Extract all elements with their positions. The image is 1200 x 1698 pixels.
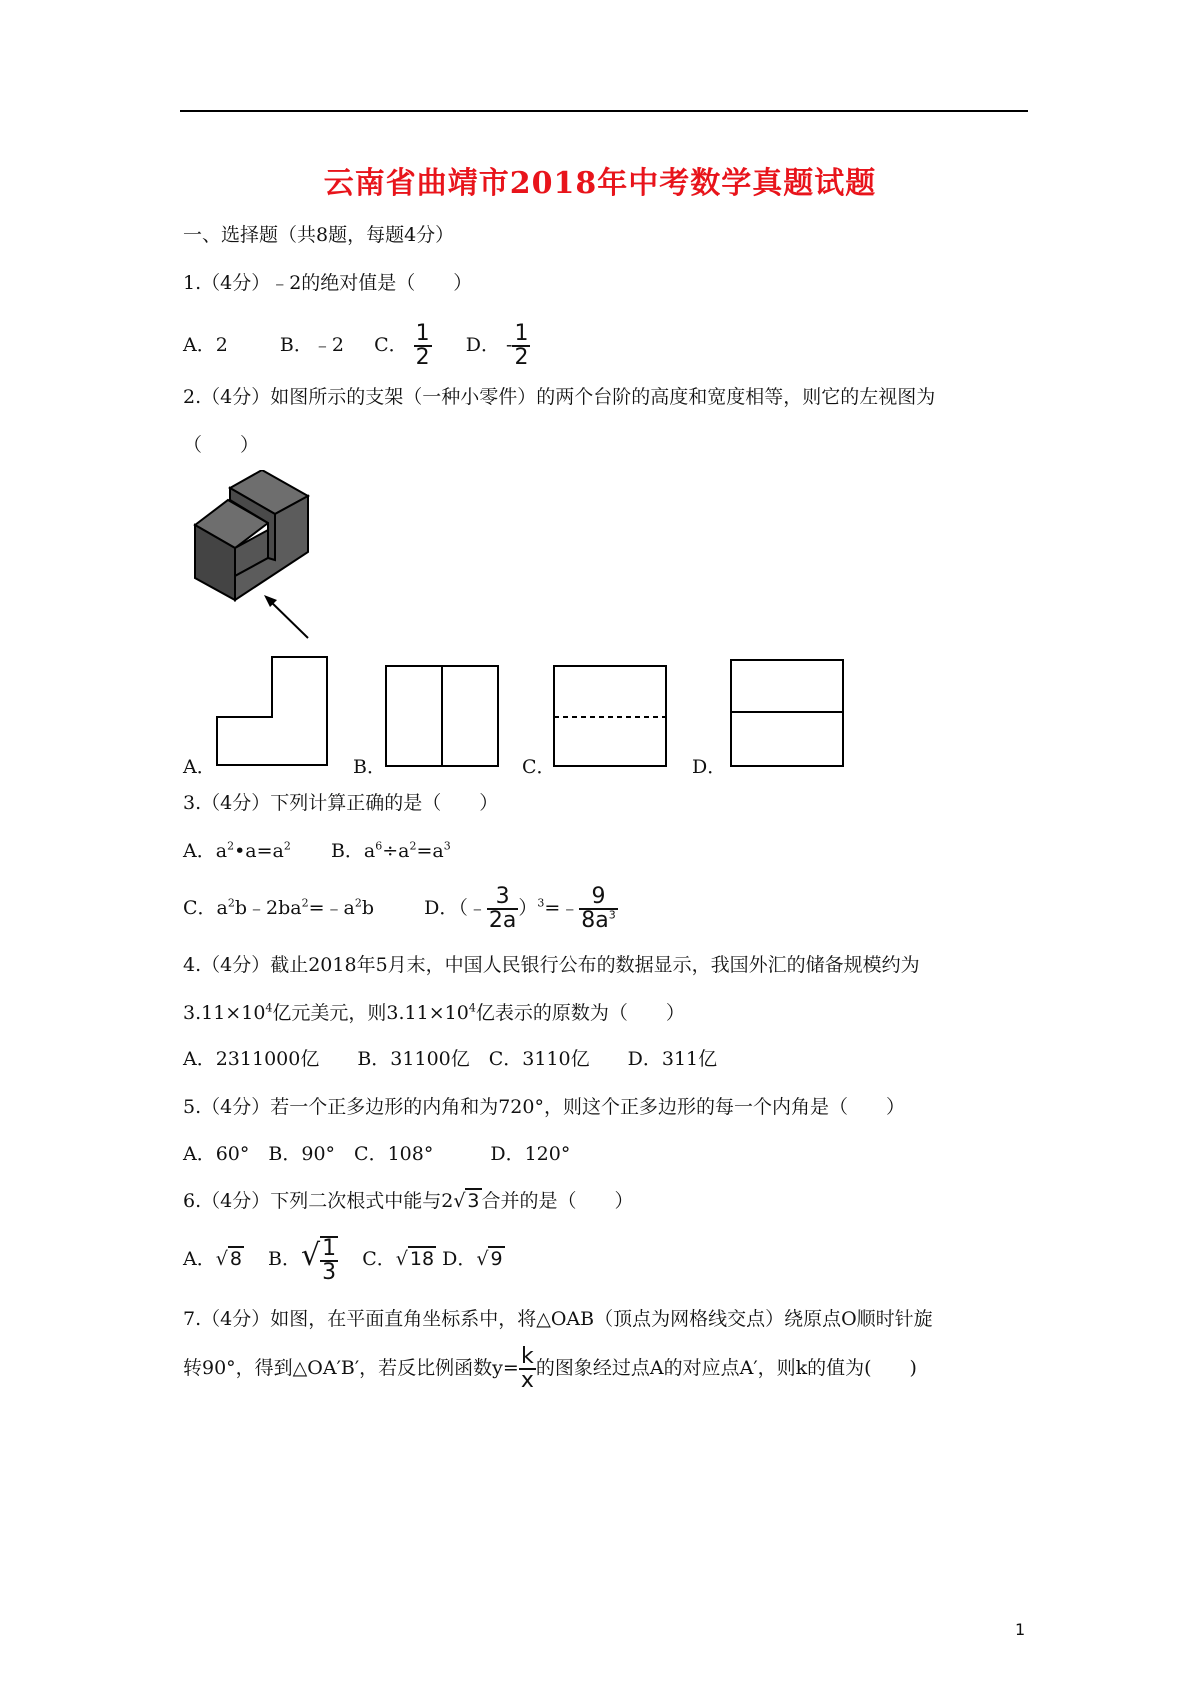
q7-fraction-k-over-x: $\frac{k}{x}$ [520, 1344, 534, 1393]
q1-option-d: D． [465, 334, 500, 356]
q3-fraction-d-right: $\frac{9}{8a^3}$ [581, 884, 616, 933]
question-5-options: A．60° B．90° C．108° D．120° [183, 1143, 571, 1165]
question-4-options: A．2311000亿 B．31100亿 C．3110亿 D．311亿 [183, 1048, 718, 1070]
question-7-stem-line2: 转90°，得到△OA′B′，若反比例函数y= $\frac{k}{x}$ 的图象经过点A的对应点A′，则k的值为( ) [183, 1344, 917, 1393]
sqrt-18: √ 18 [395, 1248, 435, 1270]
bracket-3d-figure [180, 470, 330, 645]
question-3-options-ab: A．$a^2•a=a^2$ B．$a^6\div a^2=a^3$ [183, 839, 451, 862]
page-title: 云南省曲靖市2018年中考数学真题试题 [323, 166, 877, 201]
question-4-stem-line1: 4.（4分）截止2018年5月末，中国人民银行公布的数据显示，我国外汇的储备规模约为 [183, 954, 920, 976]
page-number: 1 [1015, 1620, 1026, 1639]
sqrt-8: √ 8 [215, 1248, 242, 1270]
question-3-options-cd: C．$a^2b﹣2ba^2=﹣a^2b$ D．（﹣ $\frac{3}{2a}$ ）$^3$=﹣ $\frac{9}{8a^3}$ [183, 884, 616, 933]
option-b-label: B． [353, 756, 386, 778]
q1-option-a: A．2 [183, 334, 228, 356]
q1-fraction-d: $\frac{1}{2}$ [514, 321, 529, 370]
question-7-stem-line1: 7.（4分）如图，在平面直角坐标系中，将△OAB（顶点为网格线交点）绕原点O顺时针旋 [183, 1308, 933, 1330]
question-4-stem-line2: $3.11\times 10^4$亿元美元，则$3.11\times 10^4$亿表示的原数为（ ） [183, 1001, 685, 1024]
question-1-options [183, 320, 530, 370]
option-b-view [385, 665, 500, 767]
option-c-view [553, 665, 668, 767]
question-1-stem: 1.（4分）﹣2的绝对值是（ ） [183, 272, 473, 294]
question-3-stem: 3.（4分）下列计算正确的是（ ） [183, 792, 499, 814]
q3-fraction-d-left: $\frac{3}{2a}$ [488, 884, 517, 933]
option-c-label: C． [522, 756, 556, 778]
question-6-options: A．√ 8 B．√ $\frac{1}{3}$ C．√ 18 D．√ 9 [183, 1228, 505, 1284]
option-d-label: D． [692, 756, 727, 778]
question-2-stem-line2: （ ） [183, 434, 260, 456]
option-d-view [730, 659, 845, 767]
q1-option-c: C． [374, 334, 408, 356]
q1-fraction-c: $\frac{1}{2}$ [415, 321, 430, 370]
question-2-stem-line1: 2.（4分）如图所示的支架（一种小零件）的两个台阶的高度和宽度相等，则它的左视图为 [183, 386, 936, 408]
option-a-view [215, 655, 330, 767]
sqrt-one-third: √ [301, 1238, 321, 1273]
section-heading: 一、选择题（共8题，每题4分） [183, 224, 455, 246]
option-a-label: A． [183, 756, 216, 778]
q1-option-b: B．﹣2 [279, 334, 344, 356]
sqrt-9: √ 9 [476, 1248, 503, 1270]
q1-minus-sign: - [506, 334, 513, 356]
question-6-stem: 6.（4分）下列二次根式中能与2√ 3 合并的是（ ） [183, 1190, 634, 1212]
sqrt-3: √ 3 [453, 1190, 480, 1212]
header-rule [180, 110, 1028, 112]
question-5-stem: 5.（4分）若一个正多边形的内角和为720°，则这个正多边形的每一个内角是（ ） [183, 1096, 905, 1118]
